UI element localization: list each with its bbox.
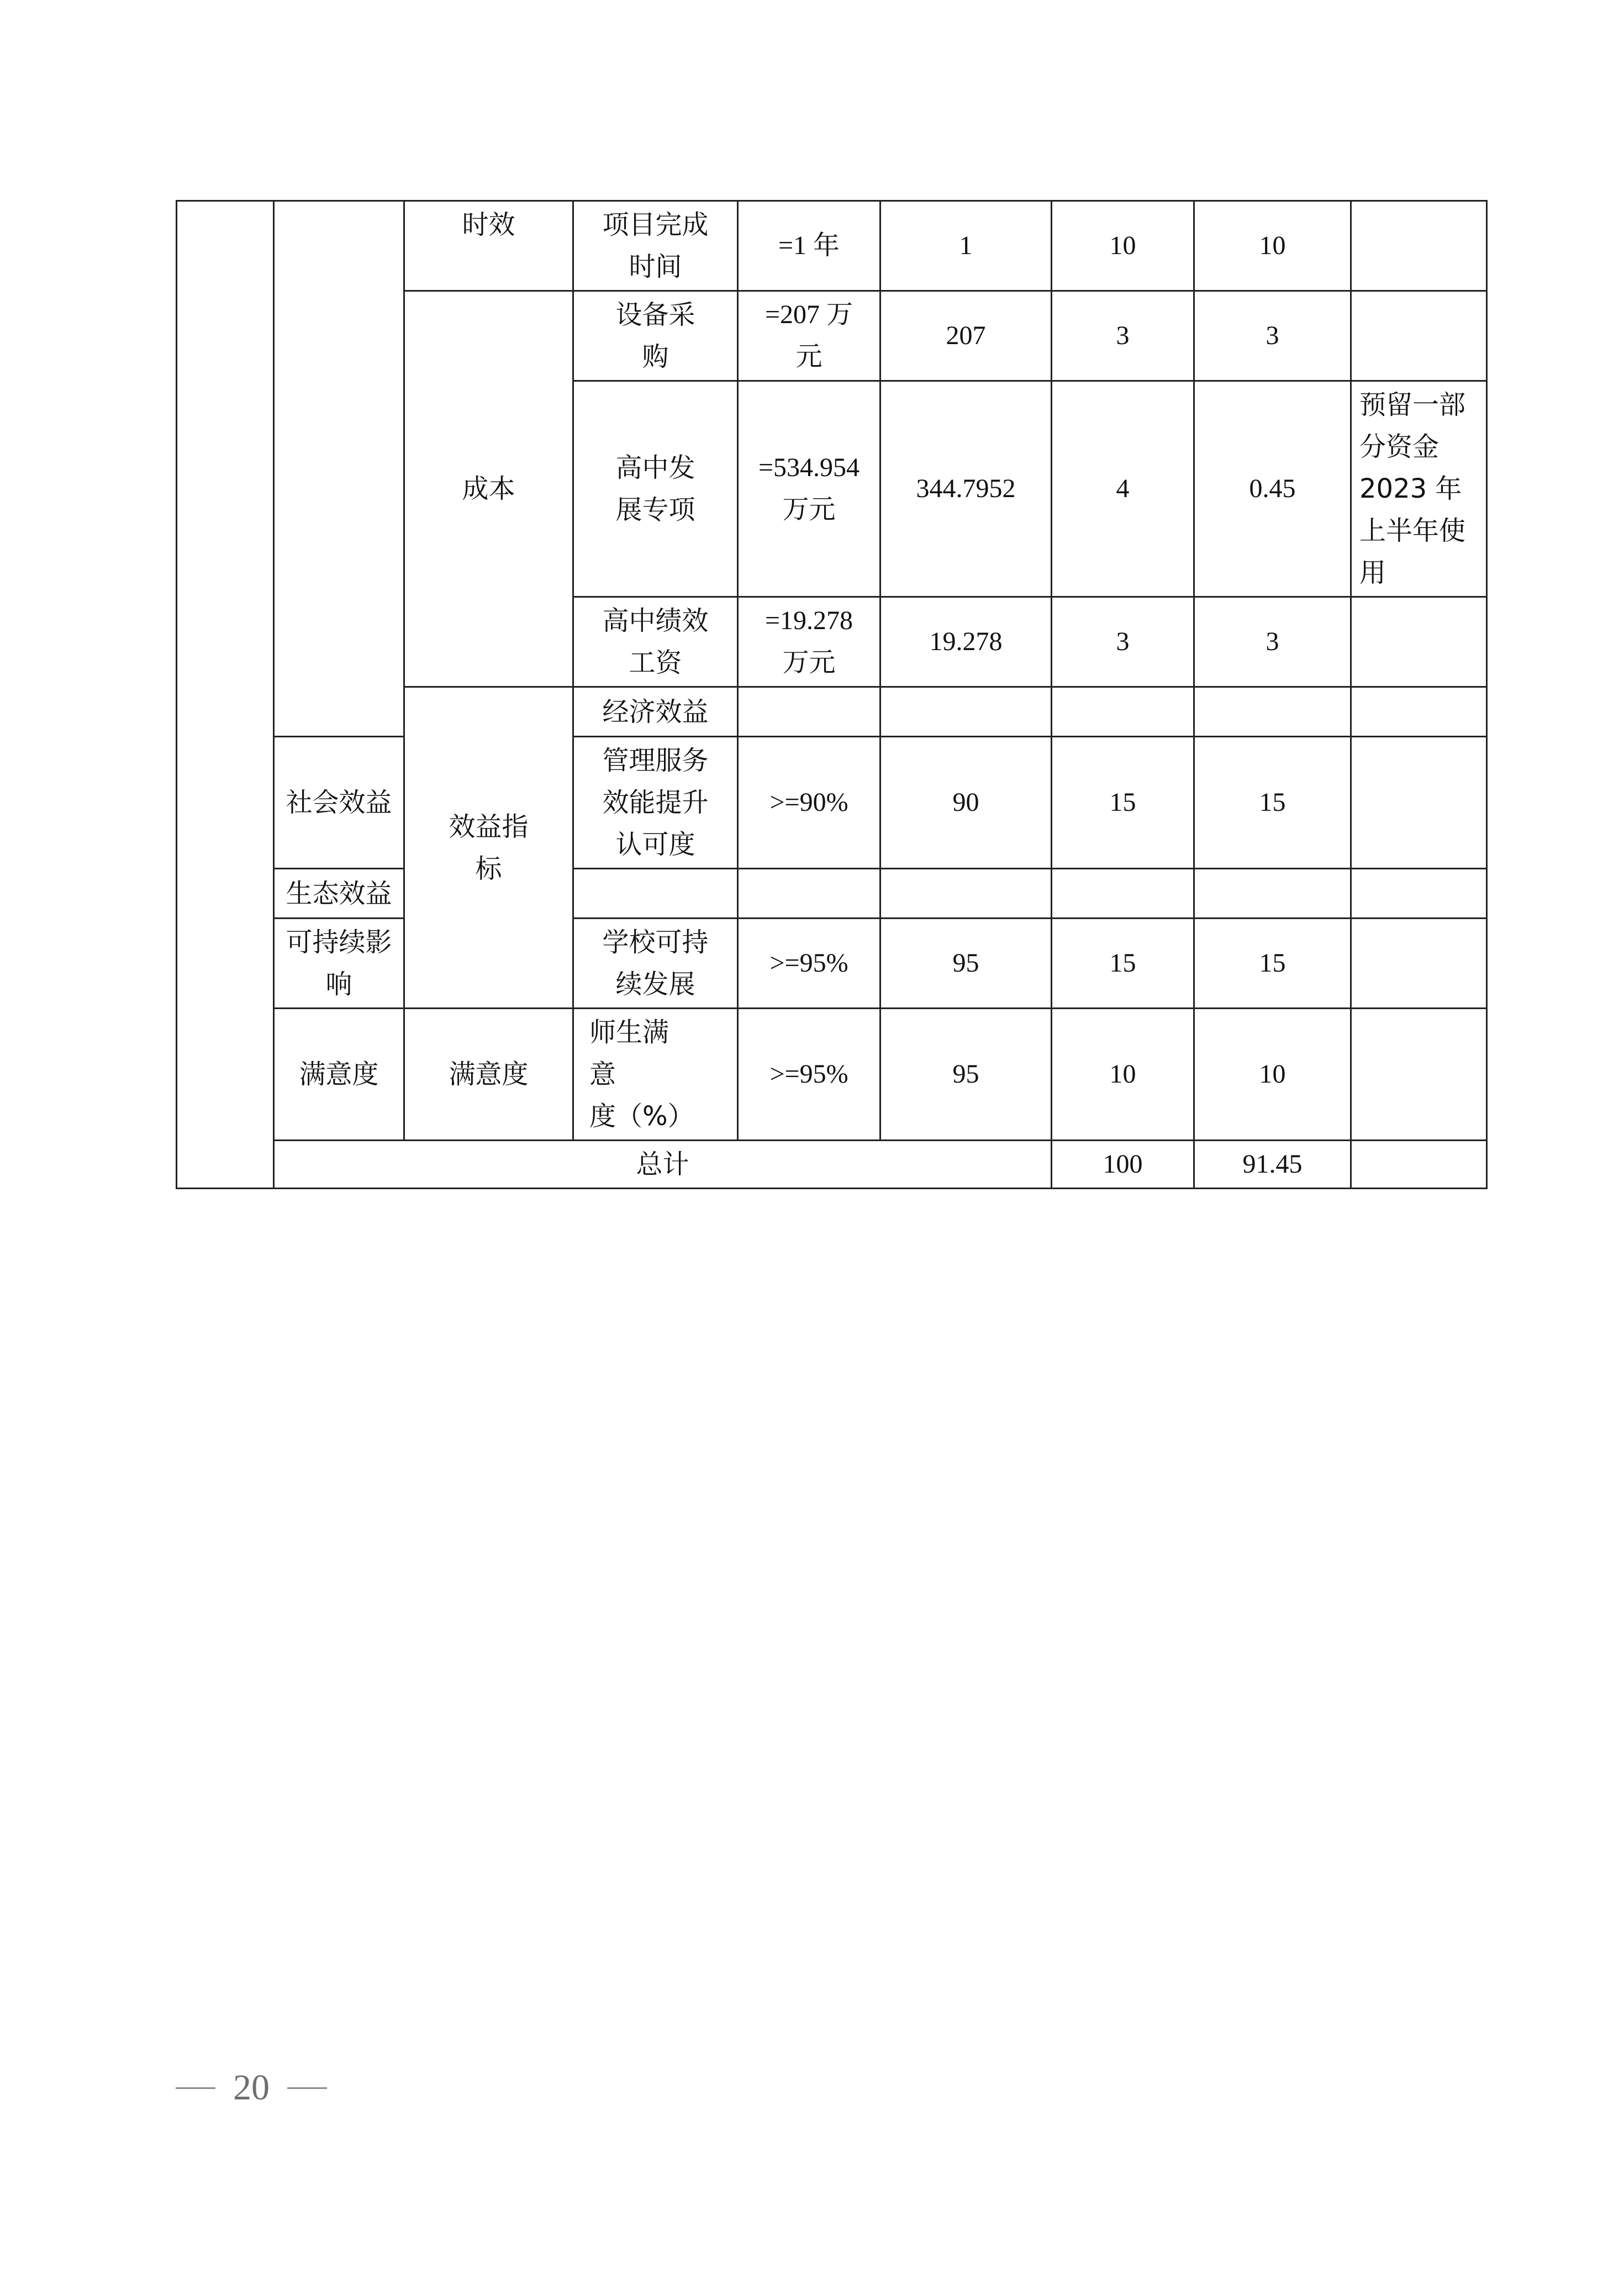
sub-indicator-cell: 可持续影 响	[274, 919, 404, 1009]
score-cell	[1351, 687, 1487, 737]
note-cell: 预留一部 分资金 2023 年 上半年使 用	[1351, 381, 1487, 597]
note-cell	[1351, 869, 1487, 919]
weight-cell: 15	[1052, 737, 1194, 869]
indicator-cell: 管理服务 效能提升 认可度	[573, 737, 738, 869]
target-value-cell: =1 年	[738, 201, 880, 291]
footer-dash-left	[176, 2087, 215, 2089]
actual-value-cell: 95	[880, 919, 1052, 1009]
actual-value-cell: 90	[880, 737, 1052, 869]
actual-value-cell: 19.278	[880, 597, 1052, 687]
actual-value-cell: 207	[880, 291, 1052, 381]
sub-indicator-cell: 社会效益	[274, 737, 404, 869]
level-0-cell	[177, 201, 274, 1189]
sub-indicator-cell: 生态效益	[274, 869, 404, 919]
indicator-cell: 师生满 意 度（%）	[573, 1009, 738, 1141]
indicator-cell	[738, 687, 880, 737]
indicator-cell	[573, 869, 738, 919]
weight-cell: 4	[1052, 381, 1194, 597]
table-row-timeliness	[177, 201, 1487, 291]
score-cell: 15	[1194, 737, 1351, 869]
note-cell	[1351, 201, 1487, 291]
score-cell: 10	[1194, 201, 1351, 291]
note-cell	[1351, 597, 1487, 687]
score-cell: 10	[1194, 1009, 1351, 1141]
sub-indicator-cell: 时效	[404, 201, 573, 291]
target-value-cell	[880, 687, 1052, 737]
table-row-ecological-benefit	[177, 869, 1487, 919]
footer-dash-right	[287, 2087, 327, 2089]
note-cell	[1351, 291, 1487, 381]
indicator-cell: 高中发 展专项	[573, 381, 738, 597]
score-cell	[1194, 869, 1351, 919]
weight-cell: 3	[1052, 291, 1194, 381]
page-number: 20	[233, 2067, 270, 2108]
actual-value-cell	[880, 869, 1052, 919]
note-cell	[1351, 1009, 1487, 1141]
score-cell: 3	[1194, 597, 1351, 687]
target-value-cell: >=95%	[738, 919, 880, 1009]
actual-value-cell: 95	[880, 1009, 1052, 1141]
page-footer	[176, 2063, 327, 2113]
weight-cell	[1194, 687, 1351, 737]
level-1-benefit-cell: 效益指 标	[404, 687, 573, 1009]
level-1-satisfaction-cell: 满意度	[274, 1009, 404, 1141]
target-value-cell: >=90%	[738, 737, 880, 869]
table-row-satisfaction	[177, 1009, 1487, 1141]
actual-value-cell: 1	[880, 201, 1052, 291]
score-cell: 0.45	[1194, 381, 1351, 597]
target-value-cell: =207 万 元	[738, 291, 880, 381]
weight-cell: 3	[1052, 597, 1194, 687]
table-row-sustainable-impact	[177, 919, 1487, 1009]
table-row-total	[177, 1141, 1487, 1189]
total-note-cell	[1351, 1141, 1487, 1189]
sub-indicator-cost-cell: 成本	[404, 291, 573, 687]
weight-cell: 10	[1052, 1009, 1194, 1141]
target-value-cell: =19.278 万元	[738, 597, 880, 687]
target-value-cell: >=95%	[738, 1009, 880, 1141]
target-value-cell: =534.954 万元	[738, 381, 880, 597]
indicator-cell: 学校可持 续发展	[573, 919, 738, 1009]
indicator-cell: 设备采 购	[573, 291, 738, 381]
note-cell	[1351, 737, 1487, 869]
sub-indicator-cell: 满意度	[404, 1009, 573, 1141]
level-1-output-cell	[274, 201, 404, 737]
sub-indicator-cell: 经济效益	[573, 687, 738, 737]
indicator-cell: 项目完成 时间	[573, 201, 738, 291]
total-score-cell: 91.45	[1194, 1141, 1351, 1189]
score-cell: 15	[1194, 919, 1351, 1009]
performance-evaluation-table	[176, 200, 1488, 1189]
weight-cell: 15	[1052, 919, 1194, 1009]
actual-value-cell	[1052, 687, 1194, 737]
target-value-cell	[738, 869, 880, 919]
indicator-cell: 高中绩效 工资	[573, 597, 738, 687]
table-row-social-benefit	[177, 737, 1487, 869]
actual-value-cell: 344.7952	[880, 381, 1052, 597]
score-cell: 3	[1194, 291, 1351, 381]
total-label-cell: 总计	[274, 1141, 1052, 1189]
weight-cell	[1052, 869, 1194, 919]
note-cell	[1351, 919, 1487, 1009]
weight-cell: 10	[1052, 201, 1194, 291]
total-weight-cell: 100	[1052, 1141, 1194, 1189]
